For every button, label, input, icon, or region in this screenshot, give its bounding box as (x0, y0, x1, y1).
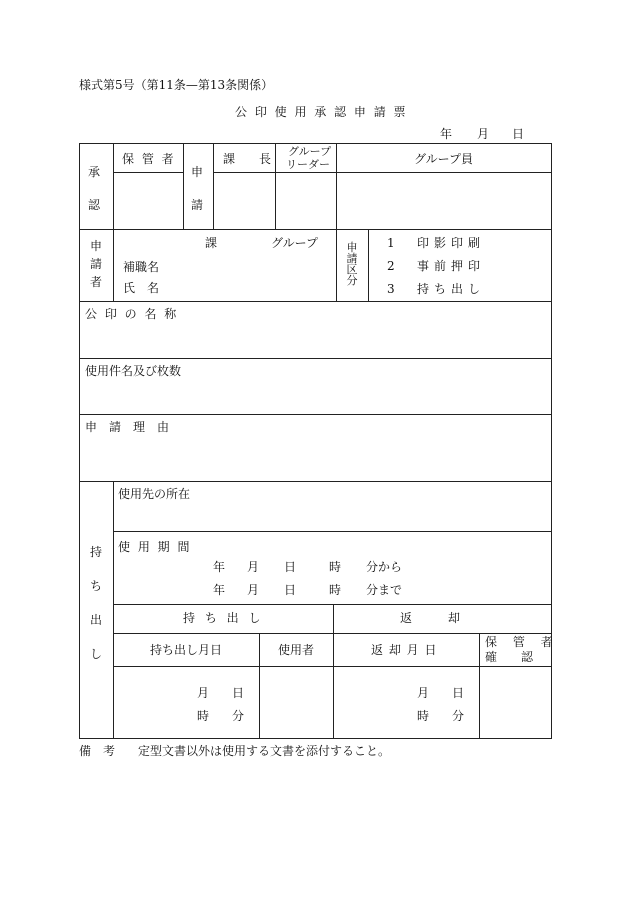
period-label: 使 用 期 間 (118, 540, 192, 554)
return-date-header: 返 却 月 日 (371, 643, 438, 657)
group-leader-header-line1: グループ (288, 145, 332, 158)
applicant-label-char: 者 (89, 275, 102, 289)
takeout-label-char: 出 (89, 613, 102, 627)
group-member-seal-box[interactable] (337, 173, 550, 228)
takeout-minute: 分 (232, 709, 245, 723)
category-item-num: 2 (387, 259, 395, 273)
takeout-date-header: 持ち出し月日 (150, 643, 223, 657)
applicant-label-char: 請 (89, 257, 102, 271)
group-leader-header-line2: リーダー (286, 158, 330, 171)
destination-label: 使用先の所在 (118, 487, 191, 501)
form-number: 様式第5号（第11条—第13条関係） (79, 78, 274, 92)
takeout-header: 持 ち 出 し (183, 611, 264, 625)
approval-label-bottom: 認 (88, 198, 101, 212)
custodian-seal-box[interactable] (114, 173, 182, 228)
reason-label: 申 請 理 由 (85, 420, 170, 434)
return-month: 月 (417, 686, 430, 700)
category-item-take-out[interactable]: 持ち出し (417, 282, 486, 296)
user-field[interactable] (260, 667, 332, 737)
seal-name-label: 公 印 の 名 称 (85, 307, 179, 321)
takeout-day: 日 (232, 686, 245, 700)
group-member-header: グループ員 (414, 152, 474, 166)
group-leader-seal-box[interactable] (276, 173, 335, 228)
category-label-char: 区 (346, 263, 358, 276)
user-header: 使用者 (278, 643, 315, 657)
date-month-label: 月 (477, 127, 490, 141)
return-day: 日 (452, 686, 465, 700)
category-label-char: 請 (346, 252, 358, 265)
confirm-header-line1: 保 管 者 (485, 635, 559, 649)
date-day-label: 日 (512, 127, 525, 141)
takeout-hour: 時 (197, 709, 210, 723)
category-item-num: 1 (387, 236, 395, 250)
confirm-header-line2: 確 認 (485, 650, 534, 664)
custodian-header: 保 管 者 (122, 152, 176, 166)
to-day: 日 (284, 583, 297, 597)
applicant-group-label: グループ (271, 236, 319, 250)
applicant-dept-label: 課 (205, 236, 218, 250)
applicant-label (89, 240, 103, 288)
section-chief-seal-box[interactable] (214, 173, 274, 228)
usage-label: 使用件名及び枚数 (85, 364, 182, 378)
to-month: 月 (247, 583, 260, 597)
to-hour: 時 (329, 583, 342, 597)
remarks-text: 定型文書以外は使用する文書を添付すること。 (138, 744, 391, 758)
applicant-label-char: 申 (89, 239, 102, 253)
category-label-char: 申 (346, 241, 358, 254)
category-item-seal-print[interactable]: 印影印刷 (417, 236, 486, 250)
reason-field[interactable] (80, 435, 551, 480)
application-label-bottom: 請 (191, 198, 204, 212)
to-minute: 分まで (366, 583, 403, 597)
category-label (345, 242, 359, 286)
applicant-position-label: 補職名 (123, 260, 160, 274)
from-hour: 時 (329, 560, 342, 574)
category-item-pre-stamp[interactable]: 事前押印 (417, 259, 486, 273)
to-year: 年 (213, 583, 226, 597)
takeout-label-char: ち (89, 579, 102, 593)
takeout-month: 月 (197, 686, 210, 700)
approval-label-top: 承 (88, 165, 101, 179)
category-item-num: 3 (387, 282, 395, 296)
approval-form (79, 143, 559, 739)
takeout-label-char: 持 (89, 545, 102, 559)
applicant-name-label: 氏 名 (123, 281, 160, 295)
from-day: 日 (284, 560, 297, 574)
destination-field[interactable] (114, 502, 551, 530)
section-chief-header: 課 長 (223, 152, 272, 166)
remarks-label: 備 考 (79, 744, 116, 758)
return-header: 返 却 (400, 611, 461, 625)
from-year: 年 (213, 560, 226, 574)
return-hour: 時 (417, 709, 430, 723)
category-label-char: 分 (346, 274, 358, 287)
from-minute: 分から (366, 560, 403, 574)
from-month: 月 (247, 560, 260, 574)
confirm-seal-box[interactable] (480, 667, 550, 737)
takeout-label (89, 546, 103, 660)
return-minute: 分 (452, 709, 465, 723)
takeout-label-char: し (89, 647, 102, 661)
seal-name-field[interactable] (80, 322, 551, 357)
usage-field[interactable] (80, 379, 551, 413)
application-label-top: 申 (191, 165, 204, 179)
date-year-label: 年 (440, 127, 453, 141)
page-title: 公 印 使 用 承 認 申 請 票 (235, 105, 408, 119)
